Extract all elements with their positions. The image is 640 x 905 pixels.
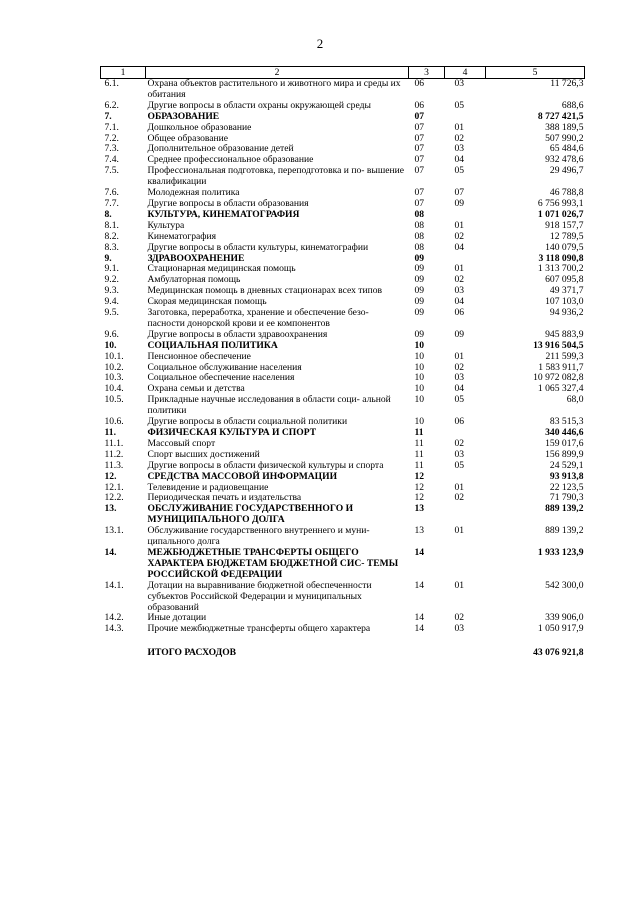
table-header xyxy=(101,67,585,79)
row-subsection: 02 xyxy=(454,361,465,373)
row-amount: 68,0 xyxy=(566,394,584,406)
row-code: 9.3. xyxy=(104,285,119,297)
row-name: Профессиональная подготовка, переподготовка и по- вышение квалификации xyxy=(147,165,405,188)
row-amount: 918 157,7 xyxy=(545,219,584,231)
table-row xyxy=(101,472,585,483)
row-section: 07 xyxy=(414,132,425,144)
row-section: 09 xyxy=(414,296,425,308)
table-row xyxy=(101,461,585,472)
row-name: Среднее профессиональное образование xyxy=(147,154,314,166)
table-row xyxy=(101,243,585,254)
row-code: 8.3. xyxy=(104,241,119,253)
page-number: 2 xyxy=(316,36,324,51)
row-section: 07 xyxy=(414,143,425,155)
row-name: КУЛЬТУРА, КИНЕМАТОГРАФИЯ xyxy=(147,208,300,220)
row-name: Спорт высших достижений xyxy=(147,448,260,460)
row-section: 13 xyxy=(414,525,425,537)
row-section: 14 xyxy=(414,579,425,591)
table-row xyxy=(101,395,585,417)
row-code: 9.1. xyxy=(104,263,119,275)
row-name: ОБРАЗОВАНИЕ xyxy=(147,110,220,122)
row-amount: 932 478,6 xyxy=(545,154,584,166)
row-subsection: 03 xyxy=(454,623,465,635)
row-subsection xyxy=(445,112,486,123)
row-amount: 83 515,3 xyxy=(549,416,584,428)
row-section: 07 xyxy=(414,154,425,166)
row-section: 10 xyxy=(414,361,425,373)
row-code: 9. xyxy=(104,252,112,264)
row-amount: 1 313 700,2 xyxy=(537,263,584,275)
row-subsection: 04 xyxy=(454,383,465,395)
budget-expenditure-table xyxy=(100,66,585,659)
row-subsection xyxy=(445,504,486,526)
row-amount: 507 990,2 xyxy=(545,132,584,144)
row-amount: 542 300,0 xyxy=(545,579,584,591)
row-amount: 8 727 421,5 xyxy=(537,110,584,122)
row-name: Прочие межбюджетные трансферты общего характера xyxy=(147,623,371,635)
row-subsection: 01 xyxy=(454,263,465,275)
row-subsection: 05 xyxy=(454,165,465,177)
row-subsection xyxy=(445,548,486,581)
row-code: 14.3. xyxy=(104,623,124,635)
row-code: 9.4. xyxy=(104,296,119,308)
table-row xyxy=(101,166,585,188)
row-amount: 945 883,9 xyxy=(545,328,584,340)
table-row xyxy=(101,581,585,614)
row-subsection: 04 xyxy=(454,154,465,166)
row-subsection: 02 xyxy=(454,230,465,242)
row-name: Другие вопросы в области образования xyxy=(147,197,309,209)
row-section: 08 xyxy=(414,241,425,253)
row-name: Массовый спорт xyxy=(147,437,216,449)
row-amount: 607 095,8 xyxy=(545,274,584,286)
total-section-cell xyxy=(409,648,445,659)
row-name: Охрана объектов растительного и животного мира и среды их обитания xyxy=(147,78,401,100)
header-cell-amount: 5 xyxy=(486,67,585,79)
row-name: Пенсионное обеспечение xyxy=(147,350,251,362)
row-section: 11 xyxy=(414,448,424,460)
row-section: 09 xyxy=(414,263,425,275)
row-amount: 889 139,2 xyxy=(545,525,584,537)
row-name: Обслуживание государственного внутреннего и муни- ципального долга xyxy=(147,525,370,548)
row-section: 10 xyxy=(414,383,425,395)
row-section: 10 xyxy=(414,394,425,406)
row-section: 09 xyxy=(414,328,425,340)
row-section: 07 xyxy=(414,110,425,122)
row-subsection: 02 xyxy=(454,132,465,144)
row-amount: 1 050 917,9 xyxy=(537,623,584,635)
row-name: Другие вопросы в области культуры, кинематографии xyxy=(147,241,369,253)
row-section: 08 xyxy=(414,230,425,242)
row-amount: 340 446,6 xyxy=(545,427,584,438)
row-name: СРЕДСТВА МАССОВОЙ ИНФОРМАЦИИ xyxy=(147,470,338,482)
row-code: 12.2. xyxy=(104,492,124,504)
row-amount: 1 933 123,9 xyxy=(537,546,584,558)
row-code: 11.2. xyxy=(104,448,124,460)
table-row xyxy=(101,232,585,243)
row-code: 9.2. xyxy=(104,274,119,286)
row-section: 06 xyxy=(414,78,425,89)
row-subsection: 03 xyxy=(454,448,465,460)
row-section: 11 xyxy=(414,427,424,438)
row-name: Периодическая печать и издательства xyxy=(147,492,302,504)
row-subsection: 09 xyxy=(454,197,465,209)
row-code: 13. xyxy=(104,503,117,515)
row-code: 10.6. xyxy=(104,416,124,428)
row-code: 7. xyxy=(104,110,112,122)
row-name: Заготовка, переработка, хранение и обеспечение безо- пасности донорской крови и ее компонентов xyxy=(147,307,369,329)
row-code: 11. xyxy=(104,427,116,438)
row-subsection xyxy=(445,254,486,265)
row-code: 6.2. xyxy=(104,99,119,111)
row-amount: 93 913,8 xyxy=(549,470,584,482)
row-section: 14 xyxy=(414,623,425,635)
table-body xyxy=(101,79,585,636)
row-amount: 1 065 327,4 xyxy=(537,383,584,395)
row-name: Иные дотации xyxy=(147,612,207,624)
row-section: 07 xyxy=(414,165,425,177)
row-amount: 49 371,7 xyxy=(549,285,584,297)
row-code: 14. xyxy=(104,546,117,558)
row-subsection: 02 xyxy=(454,274,465,286)
table-row xyxy=(101,79,585,101)
row-amount: 12 789,5 xyxy=(549,230,584,242)
row-name: Общее образование xyxy=(147,132,229,144)
row-name: Другие вопросы в области физической культуры и спорта xyxy=(147,459,384,471)
table-row xyxy=(101,548,585,581)
row-section: 12 xyxy=(414,470,425,482)
row-amount: 65 484,6 xyxy=(549,143,584,155)
row-section: 11 xyxy=(414,459,424,471)
table-row xyxy=(101,123,585,134)
row-name: Прикладные научные исследования в области соци- альной политики xyxy=(147,394,391,417)
row-amount: 13 916 504,5 xyxy=(533,339,584,351)
row-code: 8.2. xyxy=(104,230,119,242)
row-subsection: 06 xyxy=(454,307,465,319)
row-section: 08 xyxy=(414,219,425,231)
row-name: Дополнительное образование детей xyxy=(147,143,294,155)
row-code: 11.1. xyxy=(104,437,124,449)
row-code: 14.1. xyxy=(104,579,124,591)
row-amount: 6 756 993,1 xyxy=(537,197,584,209)
row-name: Молодежная политика xyxy=(147,187,240,199)
row-code: 10.3. xyxy=(104,372,124,384)
row-name: Другие вопросы в области здравоохранения xyxy=(147,328,328,340)
total-subsection-cell xyxy=(445,648,486,659)
row-name: Стационарная медицинская помощь xyxy=(147,263,296,275)
row-section: 07 xyxy=(414,197,425,209)
table-row xyxy=(101,112,585,123)
row-subsection: 06 xyxy=(454,416,465,428)
row-name: ОБСЛУЖИВАНИЕ ГОСУДАРСТВЕННОГО И МУНИЦИПАЛЬНОГО ДОЛГА xyxy=(147,503,354,526)
row-name: Другие вопросы в области социальной политики xyxy=(147,416,348,428)
row-code: 9.5. xyxy=(104,307,119,319)
row-code: 12.1. xyxy=(104,481,124,493)
row-subsection: 05 xyxy=(454,459,465,471)
row-name: Дотации на выравнивание бюджетной обеспеченности субъектов Российской Федерации и муниципальных образований xyxy=(147,579,372,613)
row-amount: 46 788,8 xyxy=(549,187,584,199)
total-amount: 43 076 921,8 xyxy=(533,647,584,659)
total-code-cell xyxy=(101,648,146,659)
row-subsection: 01 xyxy=(454,525,465,537)
row-amount: 107 103,0 xyxy=(545,296,584,308)
row-section: 10 xyxy=(414,350,425,362)
table-footer xyxy=(101,635,585,659)
row-code: 13.1. xyxy=(104,525,124,537)
table-row xyxy=(101,308,585,330)
row-code: 7.6. xyxy=(104,187,119,199)
row-subsection: 05 xyxy=(454,99,465,111)
table-row xyxy=(101,624,585,635)
table-row xyxy=(101,526,585,548)
row-code: 8. xyxy=(104,208,112,220)
row-name: ЗДРАВООХРАНЕНИЕ xyxy=(147,252,245,264)
row-name: Социальное обеспечение населения xyxy=(147,372,295,384)
row-subsection: 03 xyxy=(454,285,465,297)
row-code: 10.5. xyxy=(104,394,124,406)
row-code: 14.2. xyxy=(104,612,124,624)
row-code: 7.4. xyxy=(104,154,119,166)
row-subsection: 03 xyxy=(454,78,465,89)
row-subsection xyxy=(445,210,486,221)
header-cell-section: 3 xyxy=(409,67,445,79)
row-code: 8.1. xyxy=(104,219,119,231)
row-subsection: 01 xyxy=(454,121,465,133)
row-subsection: 02 xyxy=(454,612,465,624)
row-code: 12. xyxy=(104,470,117,482)
row-section: 06 xyxy=(414,99,425,111)
row-section: 08 xyxy=(414,208,425,220)
row-name: Другие вопросы в области охраны окружающей среды xyxy=(147,99,371,111)
row-code: 7.3. xyxy=(104,143,119,155)
row-name: Дошкольное образование xyxy=(147,121,252,133)
row-name: Телевидение и радиовещание xyxy=(147,481,269,493)
row-subsection xyxy=(445,428,486,439)
row-section: 14 xyxy=(414,612,425,624)
row-name: МЕЖБЮДЖЕТНЫЕ ТРАНСФЕРТЫ ОБЩЕГО ХАРАКТЕРА БЮДЖЕТАМ БЮДЖЕТНОЙ СИС- ТЕМЫ РОССИЙСКОЙ ФЕДЕРАЦИИ xyxy=(147,546,399,580)
row-subsection xyxy=(445,341,486,352)
row-amount: 1 583 911,7 xyxy=(538,361,584,373)
row-name: Амбулаторная помощь xyxy=(147,274,241,286)
row-amount: 889 139,2 xyxy=(545,503,584,515)
row-section: 11 xyxy=(414,437,424,449)
row-subsection: 03 xyxy=(454,372,465,384)
row-code: 10.1. xyxy=(104,350,124,362)
row-amount: 10 972 082,8 xyxy=(533,372,584,384)
total-row xyxy=(101,648,585,659)
row-name: Скорая медицинская помощь xyxy=(147,296,267,308)
row-amount: 156 899,9 xyxy=(545,448,584,460)
row-amount: 71 790,3 xyxy=(549,492,584,504)
total-label: ИТОГО РАСХОДОВ xyxy=(147,647,237,659)
row-subsection: 03 xyxy=(454,143,465,155)
row-code: 7.5. xyxy=(104,165,119,177)
row-code: 6.1. xyxy=(104,78,119,89)
row-amount: 388 189,5 xyxy=(545,121,584,133)
row-name: Медицинская помощь в дневных стационарах всех типов xyxy=(147,285,383,297)
row-subsection: 05 xyxy=(454,394,465,406)
row-code: 7.7. xyxy=(104,197,119,209)
row-amount: 11 726,3 xyxy=(550,78,584,89)
row-amount: 22 123,5 xyxy=(549,481,584,493)
row-amount: 140 079,5 xyxy=(545,241,584,253)
row-section: 09 xyxy=(414,307,425,319)
header-row xyxy=(101,67,585,79)
row-section: 13 xyxy=(414,503,425,515)
row-subsection: 09 xyxy=(454,328,465,340)
row-section: 10 xyxy=(414,372,425,384)
row-section: 14 xyxy=(414,546,425,558)
row-name: Социальное обслуживание населения xyxy=(147,361,302,373)
row-code: 7.2. xyxy=(104,132,119,144)
row-subsection: 02 xyxy=(454,492,465,504)
row-amount: 94 936,2 xyxy=(549,307,584,319)
row-amount: 159 017,6 xyxy=(545,437,584,449)
row-code: 10. xyxy=(104,339,117,351)
row-amount: 211 599,3 xyxy=(545,350,584,362)
row-subsection: 01 xyxy=(454,481,465,493)
row-amount: 3 118 090,8 xyxy=(538,252,584,264)
row-amount: 1 071 026,7 xyxy=(537,208,584,220)
header-cell-name: 2 xyxy=(146,67,409,79)
row-section: 09 xyxy=(414,252,425,264)
row-section: 09 xyxy=(414,274,425,286)
row-section: 10 xyxy=(414,416,425,428)
header-cell-code: 1 xyxy=(101,67,146,79)
row-name: Культура xyxy=(147,219,185,231)
row-subsection: 01 xyxy=(454,579,465,591)
table-row xyxy=(101,352,585,363)
row-code: 10.2. xyxy=(104,361,124,373)
row-amount: 24 529,1 xyxy=(549,459,584,471)
row-amount: 688,6 xyxy=(561,99,584,111)
row-section: 07 xyxy=(414,121,425,133)
row-subsection: 04 xyxy=(454,241,465,253)
row-subsection: 02 xyxy=(454,437,465,449)
row-code: 10.4. xyxy=(104,383,124,395)
row-code: 9.6. xyxy=(104,328,119,340)
row-subsection: 01 xyxy=(454,350,465,362)
row-subsection xyxy=(445,472,486,483)
row-amount: 339 906,0 xyxy=(545,612,584,624)
row-section: 07 xyxy=(414,187,425,199)
header-cell-subsection: 4 xyxy=(445,67,486,79)
row-section: 12 xyxy=(414,481,425,493)
row-subsection: 07 xyxy=(454,187,465,199)
row-code: 11.3. xyxy=(104,459,124,471)
row-name: ФИЗИЧЕСКАЯ КУЛЬТУРА И СПОРТ xyxy=(147,427,317,438)
row-name: Кинематография xyxy=(147,230,217,242)
row-name: Охрана семьи и детства xyxy=(147,383,245,395)
row-code: 7.1. xyxy=(104,121,119,133)
row-subsection: 04 xyxy=(454,296,465,308)
row-name: СОЦИАЛЬНАЯ ПОЛИТИКА xyxy=(147,339,278,351)
row-section: 10 xyxy=(414,339,425,351)
row-section: 09 xyxy=(414,285,425,297)
table-row xyxy=(101,504,585,526)
row-section: 12 xyxy=(414,492,425,504)
row-subsection: 01 xyxy=(454,219,465,231)
row-amount: 29 496,7 xyxy=(549,165,584,177)
